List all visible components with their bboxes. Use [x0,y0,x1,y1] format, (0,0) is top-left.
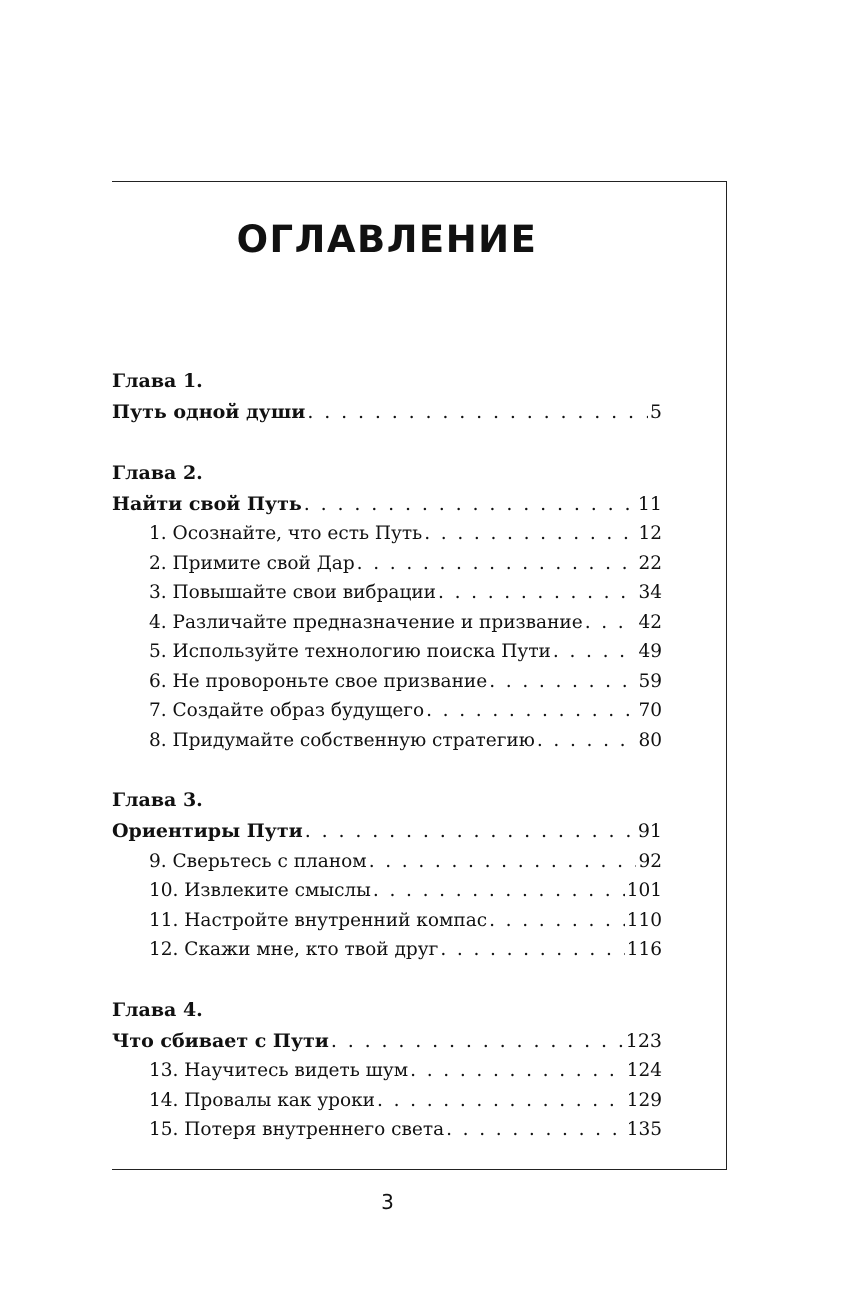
page-ref: 59 [638,670,662,692]
page-ref: 70 [638,700,662,721]
chapter-title-entry[interactable] [112,490,662,520]
page-ref: 124 [626,1060,662,1081]
page-ref: 11 [637,492,662,515]
page-ref: 22 [638,552,662,574]
page-ref: 42 [638,611,662,633]
page-ref: 123 [625,1029,662,1052]
section-entry[interactable] [112,549,662,579]
section-title: 5. Используйте технологию поиска Пути [149,641,551,662]
page-ref: 34 [638,582,662,603]
chapter-title: Что сбивает с Пути [112,1029,329,1052]
section-title: 7. Создайте образ будущего [149,700,425,721]
page-ref: 92 [638,850,662,872]
dot-leader [446,1115,625,1145]
section-title: 6. Не провороньте свое призвание [149,670,488,692]
dot-leader [489,667,636,697]
chapter-label: Глава 3. [112,789,203,811]
dot-leader [357,549,637,579]
dot-leader [553,637,637,667]
page-ref: 116 [626,939,662,960]
chapter-label: Глава 4. [112,998,203,1021]
page-ref: 49 [638,641,662,662]
section-entry[interactable] [112,1115,662,1145]
frame-right-rule [726,181,727,1170]
page-ref: 135 [626,1119,662,1140]
section-entry[interactable] [112,1056,662,1086]
section-title: 4. Различайте предназначение и призвание [149,611,583,633]
section-title: 8. Придумайте собственную стратегию [149,729,535,751]
section-entry[interactable] [112,906,662,936]
dot-leader [424,519,636,549]
section-title: 10. Извлеките смыслы [149,880,371,901]
dot-leader [369,847,637,877]
frame-top-rule [112,181,727,182]
dot-leader [440,935,624,965]
chapter-title-entry[interactable] [112,398,662,428]
section-title: 9. Сверьтесь с планом [149,850,367,872]
chapter-2 [112,458,662,756]
page-ref: 12 [638,523,662,544]
section-title: 1. Осознайте, что есть Путь [149,523,423,544]
page-ref: 80 [638,729,662,751]
dot-leader [410,1056,625,1086]
dot-leader [331,1027,624,1057]
section-title: 13. Научитесь видеть шум [149,1060,409,1081]
section-title: 12. Скажи мне, кто твой друг [149,939,439,960]
chapter-title: Путь одной души [112,401,306,423]
chapter-title: Ориентиры Пути [112,820,303,842]
page-ref: 110 [626,909,662,931]
section-entry[interactable] [112,608,662,638]
chapter-title-entry[interactable] [112,1027,662,1057]
section-entry[interactable] [112,578,662,608]
table-of-contents [112,366,662,1175]
dot-leader [537,726,637,756]
section-entry[interactable] [112,667,662,697]
dot-leader [438,578,636,608]
chapter-title-entry[interactable] [112,817,662,847]
page-title: ОГЛАВЛЕНИЕ [236,218,538,261]
page-ref: 91 [637,820,662,842]
chapter-4 [112,995,662,1145]
section-entry[interactable] [112,726,662,756]
dot-leader [305,817,636,847]
dot-leader [307,398,648,428]
page-ref: 129 [626,1089,662,1111]
dot-leader [304,490,636,520]
chapter-label: Глава 2. [112,461,203,484]
dot-leader [489,906,625,936]
dot-leader [377,1086,625,1116]
page-ref: 101 [626,880,662,901]
dot-leader [585,608,637,638]
page-number: 3 [381,1190,394,1214]
chapter-label: Глава 1. [112,370,203,392]
section-entry[interactable] [112,519,662,549]
chapter-3 [112,785,662,965]
section-title: 2. Примите свой Дар [149,552,355,574]
chapter-title: Найти свой Путь [112,492,302,515]
section-entry[interactable] [112,876,662,906]
section-title: 11. Настройте внутренний компас [149,909,488,931]
dot-leader [373,876,625,906]
section-entry[interactable] [112,696,662,726]
section-entry[interactable] [112,637,662,667]
section-title: 3. Повышайте свои вибрации [149,582,437,603]
section-title: 14. Провалы как уроки [149,1089,376,1111]
section-title: 15. Потеря внутреннего света [149,1119,445,1140]
dot-leader [426,696,636,726]
section-entry[interactable] [112,847,662,877]
chapter-1 [112,366,662,428]
section-entry[interactable] [112,935,662,965]
section-entry[interactable] [112,1086,662,1116]
page-ref: 5 [649,401,662,423]
